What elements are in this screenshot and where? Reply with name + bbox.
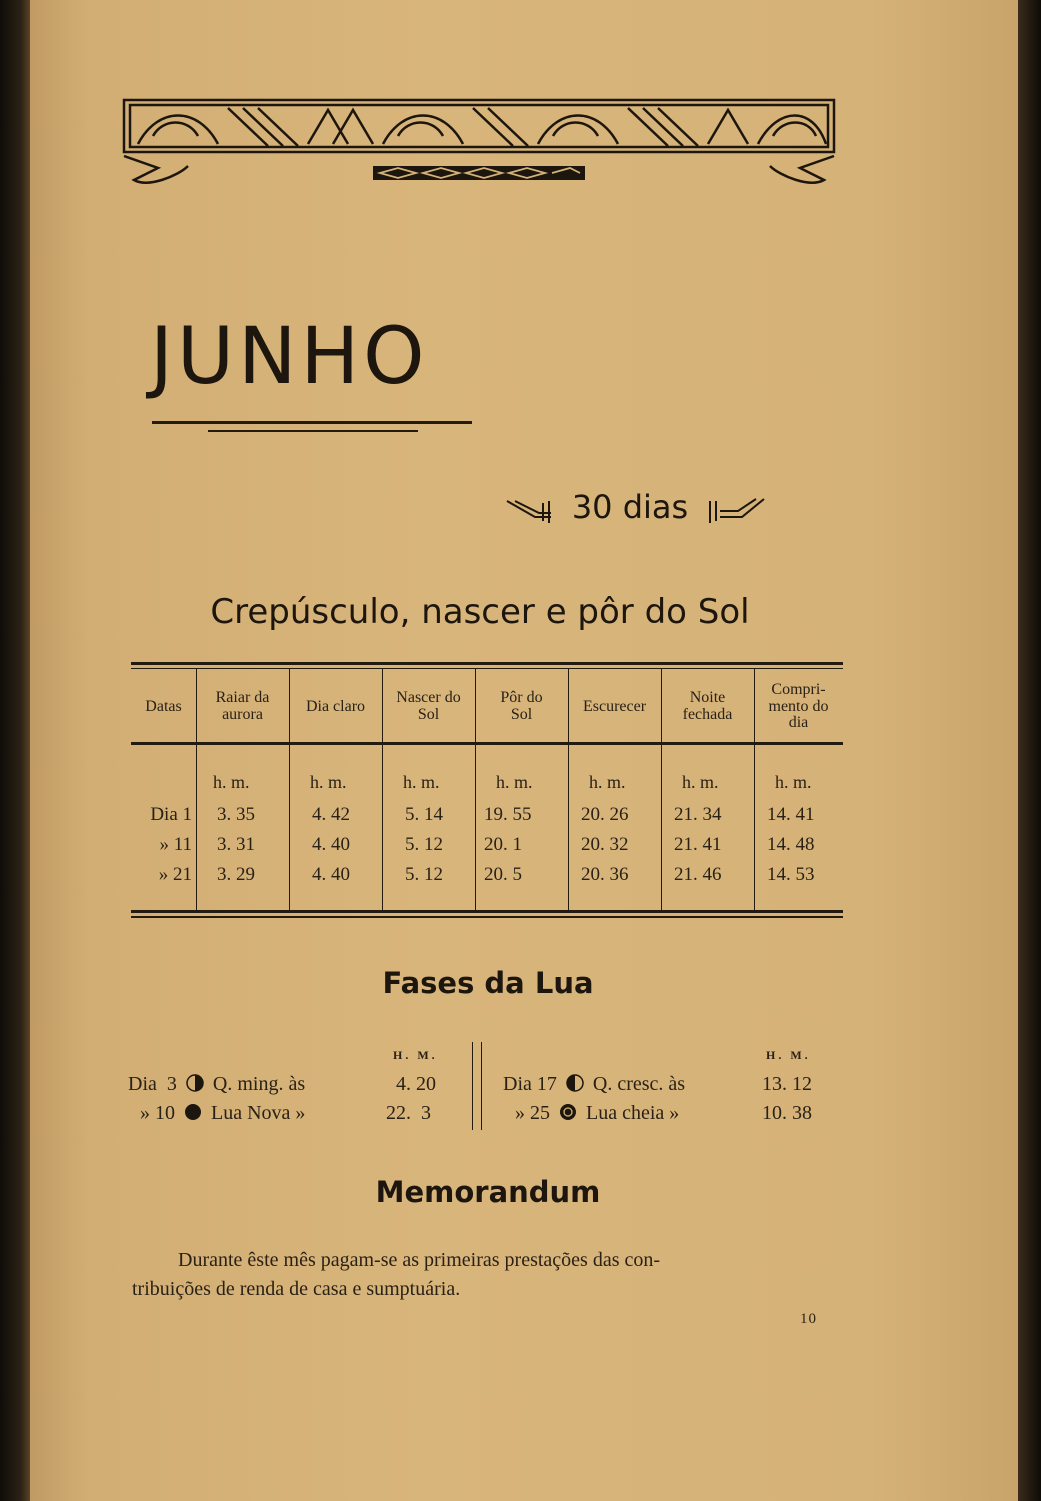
table-cell: 19. 55 [484, 804, 532, 825]
header-raiar-aurora: Raiar da aurora [215, 689, 270, 723]
hm-label: H. M. [766, 1048, 811, 1062]
page-edge [1018, 0, 1041, 1501]
twilight-section-title: Crepúsculo, nascer e pôr do Sol [210, 592, 750, 632]
table-cell: 20. 1 [484, 834, 522, 855]
table-cell: 5. 14 [405, 804, 443, 825]
unit-label: h. m. [213, 772, 250, 792]
unit-label: h. m. [496, 772, 533, 792]
table-cell: 21. 46 [674, 864, 722, 885]
row-label: » 21 [158, 864, 192, 885]
table-cell: 21. 41 [674, 834, 722, 855]
moon-phase: Q. cresc. às [592, 1073, 686, 1095]
title-underline [152, 421, 472, 424]
page-number: 10 [800, 1311, 817, 1327]
table-bottom-rule [131, 910, 843, 913]
moon-entry [128, 1073, 305, 1096]
table-cell: 20. 32 [581, 834, 629, 855]
hm-label: H. M. [393, 1048, 438, 1062]
memorandum-line-1: Durante êste mês pagam-se as primeiras prestações das con- [178, 1249, 661, 1271]
new-moon-icon [184, 1102, 202, 1122]
table-cell: 5. 12 [405, 864, 443, 885]
unit-label: h. m. [589, 772, 626, 792]
table-cell: 4. 40 [312, 864, 350, 885]
first-quarter-moon-icon [566, 1073, 584, 1093]
table-cell: 3. 31 [217, 834, 255, 855]
table-cell: 21. 34 [674, 804, 722, 825]
right-bracket-ornament-icon [706, 497, 766, 525]
art-nouveau-ornament-icon [118, 96, 840, 191]
header-noite-fechada: Noite fechada [682, 689, 733, 723]
left-bracket-ornament-icon [505, 497, 555, 525]
book-spine [0, 0, 30, 1501]
row-label: Dia 1 [150, 804, 192, 825]
table-cell: 4. 42 [312, 804, 350, 825]
title-underline-short [208, 430, 418, 432]
table-cell: 3. 29 [217, 864, 255, 885]
memorandum-title: Memorandum [375, 1175, 601, 1209]
moon-time: 4. 20 [396, 1073, 436, 1095]
moon-phase: Q. ming. às [212, 1073, 306, 1095]
moon-entry [515, 1102, 679, 1125]
table-cell: 3. 35 [217, 804, 255, 825]
unit-label: h. m. [403, 772, 440, 792]
moon-section-title: Fases da Lua [382, 966, 594, 1000]
moon-time: 22. 3 [386, 1102, 431, 1124]
header-dia-claro: Dia claro [305, 697, 366, 715]
moon-divider [472, 1042, 473, 1130]
table-top-rule [131, 662, 843, 665]
moon-time: 10. 38 [762, 1102, 812, 1124]
table-cell: 4. 40 [312, 834, 350, 855]
moon-phase: Lua cheia » [586, 1102, 680, 1124]
table-bottom-rule-thin [131, 916, 843, 918]
moon-day: » 25 [515, 1102, 550, 1124]
table-cell: 20. 36 [581, 864, 629, 885]
table-cell: 14. 41 [767, 804, 815, 825]
header-escurecer: Escurecer [582, 697, 647, 715]
unit-label: h. m. [682, 772, 719, 792]
moon-time: 13. 12 [762, 1073, 812, 1095]
header-datas: Datas [145, 697, 182, 715]
table-cell: 5. 12 [405, 834, 443, 855]
row-label: » 11 [159, 834, 192, 855]
header-por-sol: Pôr do Sol [500, 689, 543, 723]
table-header-rule [131, 742, 843, 745]
header-comprimento-dia: Compri- mento do dia [768, 680, 829, 732]
moon-entry [140, 1102, 305, 1125]
table-cell: 20. 26 [581, 804, 629, 825]
unit-label: h. m. [775, 772, 812, 792]
last-quarter-moon-icon [186, 1073, 204, 1093]
header-nascer-sol: Nascer do Sol [396, 689, 461, 723]
days-count: 30 dias [571, 488, 689, 526]
month-title: JUNHO [150, 312, 429, 402]
moon-day: Dia 3 [128, 1073, 177, 1095]
moon-phase: Lua Nova » [211, 1102, 306, 1124]
table-cell: 14. 53 [767, 864, 815, 885]
unit-label: h. m. [310, 772, 347, 792]
moon-entry [503, 1073, 685, 1096]
table-top-rule-thin [131, 668, 843, 669]
table-cell: 14. 48 [767, 834, 815, 855]
table-cell: 20. 5 [484, 864, 522, 885]
moon-divider [481, 1042, 482, 1130]
moon-day: » 10 [140, 1102, 175, 1124]
full-moon-icon [559, 1102, 577, 1122]
memorandum-line-2: tribuições de renda de casa e sumptuária. [132, 1278, 461, 1300]
moon-day: Dia 17 [503, 1073, 557, 1095]
